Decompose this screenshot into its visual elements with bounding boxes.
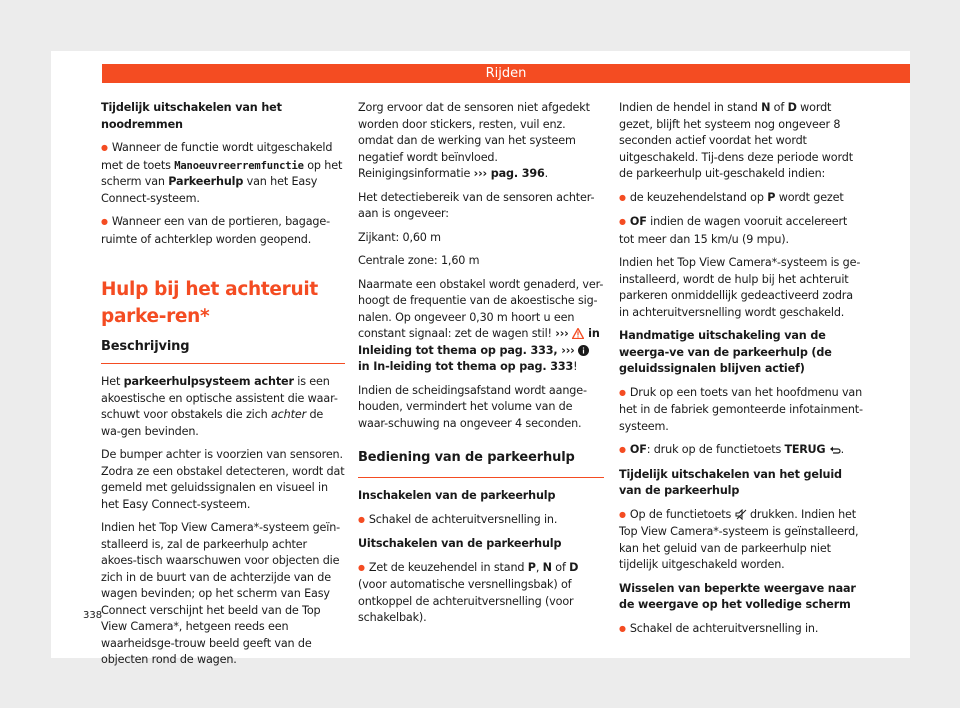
- subsection-title: Bediening van de parkeerhulp: [358, 440, 604, 478]
- bullet-item: ● Druk op een toets van het hoofdmenu van het in de fabriek gemonteerde infotainment-systeem.: [619, 385, 864, 436]
- back-arrow-icon: [829, 445, 841, 455]
- manual-page: [51, 51, 910, 666]
- heading-sound-off: Tijdelijk uitschakelen van het geluid van de parkeerhulp: [619, 467, 842, 497]
- paragraph: Indien de hendel in stand N of D wordt gezet, blijft het systeem nog ongeveer 8 seconden actief voordat het wordt uitgeschakeld. Tij-dens deze periode wordt de parkeerhulp uit-geschakeld indien:: [619, 101, 853, 180]
- section-header: Rijden: [102, 64, 910, 83]
- paragraph: Centrale zone: 1,60 m: [358, 254, 480, 267]
- subsection-title: Beschrijving: [101, 332, 345, 364]
- info-icon: [578, 345, 589, 356]
- info-reference-link[interactable]: , ››› in In-leiding tot thema op pag. 333: [358, 344, 589, 374]
- paragraph: Indien het Top View Camera*-systeem geïn-stalleerd is, zal de parkeerhulp achter akoes-tisch waarschuwen voor objecten die zich in de buurt van de achterzijde van de wagen bevinden; op het scherm van Easy Connect verschijnt het beeld van de Top View Camera*, hetgeen reeds een waarheidsge-trouw beeld geeft van de objecten rond de wagen.: [101, 521, 341, 666]
- mute-speaker-icon: [735, 509, 747, 520]
- paragraph: Zijkant: 0,60 m: [358, 230, 441, 244]
- heading-switch-view: Wisselen van beperkte weergave naar de weergave op het volledige scherm: [619, 581, 856, 611]
- heading-temp-off: Tijdelijk uitschakelen van het noodremmen: [101, 101, 282, 131]
- bullet-item: ● Wanneer de functie wordt uitgeschakeld met de toets Manoeuvreerremfunctie op het scherm van Parkeerhulp van het Easy Connect-systeem.: [101, 140, 345, 207]
- paragraph: Indien de scheidingsafstand wordt aange-houden, vermindert het volume van de waar-schuwing na ongeveer 4 seconden.: [358, 383, 587, 430]
- bullet-item: ● Schakel de achteruitversnelling in.: [619, 621, 864, 639]
- column-3: [619, 100, 864, 645]
- paragraph: Het detectiebereik van de sensoren achter-aan is ongeveer:: [358, 190, 595, 220]
- bullet-item: ● Schakel de achteruitversnelling in.: [358, 512, 604, 530]
- paragraph: Het parkeerhulpsysteem achter is een akoestische en optische assistent die waar-schuwt voor obstakels die zich achter de wa-gen bevinden.: [101, 375, 338, 438]
- section-title: Hulp bij het achteruit parke-ren*: [101, 279, 318, 327]
- bullet-item: ● OF indien de wagen vooruit accelereert tot meer dan 15 km/u (9 mpu).: [619, 214, 864, 248]
- paragraph: De bumper achter is voorzien van sensoren. Zodra ze een obstakel detecteren, wordt dat gemeld met geluidssignalen en visueel in het Easy Connect-systeem.: [101, 448, 345, 511]
- warning-icon: [572, 328, 584, 339]
- heading-manual-off: Handmatige uitschakeling van de weerga-ve van de parkeerhulp (de geluidssignalen blijven actief): [619, 329, 832, 375]
- paragraph: Indien het Top View Camera*-systeem is ge-installeerd, wordt de hulp bij het achteruit parkeren onmiddellijk gedeactiveerd zodra in achteruitversnelling wordt geschakeld.: [619, 256, 861, 319]
- bullet-item: ● de keuzehendelstand op P wordt gezet: [619, 190, 864, 208]
- bullet-item: ● OF: druk op de functietoets TERUG .: [619, 442, 864, 460]
- column-2: [358, 100, 604, 634]
- function-key-label: Manoeuvreerremfunctie: [174, 159, 304, 172]
- paragraph: Zorg ervoor dat de sensoren niet afgedekt worden door stickers, resten, vuil enz. omdat dan de werking van het systeem negatief wordt beïnvloed. Reinigingsinformatie ››› pag. 396.: [358, 101, 590, 180]
- bullet-item: ● Op de functietoets drukken. Indien het Top View Camera*-systeem is geïnstalleerd, kan het geluid van de parkeerhulp niet tijdelijk uitgeschakeld worden.: [619, 507, 864, 574]
- page-number: 338: [83, 610, 103, 621]
- bullet-item: ● Wanneer een van de portieren, bagage-ruimte of achterklep worden geopend.: [101, 214, 345, 248]
- column-1: [101, 100, 345, 676]
- warning-reference-link[interactable]: ››› in Inleiding tot thema op pag. 333: [358, 327, 600, 357]
- page-reference-link[interactable]: ››› pag. 396: [473, 167, 545, 180]
- heading-enable: Inschakelen van de parkeerhulp: [358, 489, 556, 502]
- heading-disable: Uitschakelen van de parkeerhulp: [358, 537, 562, 550]
- function-key-label: TERUG: [784, 443, 826, 456]
- bullet-item: ● Zet de keuzehendel in stand P, N of D (voor automatische versnellingsbak) of ontkoppel de achteruitversnelling (voor schakelbak).: [358, 560, 604, 627]
- paragraph: Naarmate een obstakel wordt genaderd, ver-hoogt de frequentie van de akoestische sig-nalen. Op ongeveer 0,30 m hoort u een constant signaal: zet de wagen stil! ››› in Inleiding tot thema op pag. 333, ››› in In-leiding tot thema op pag. 333!: [358, 277, 604, 373]
